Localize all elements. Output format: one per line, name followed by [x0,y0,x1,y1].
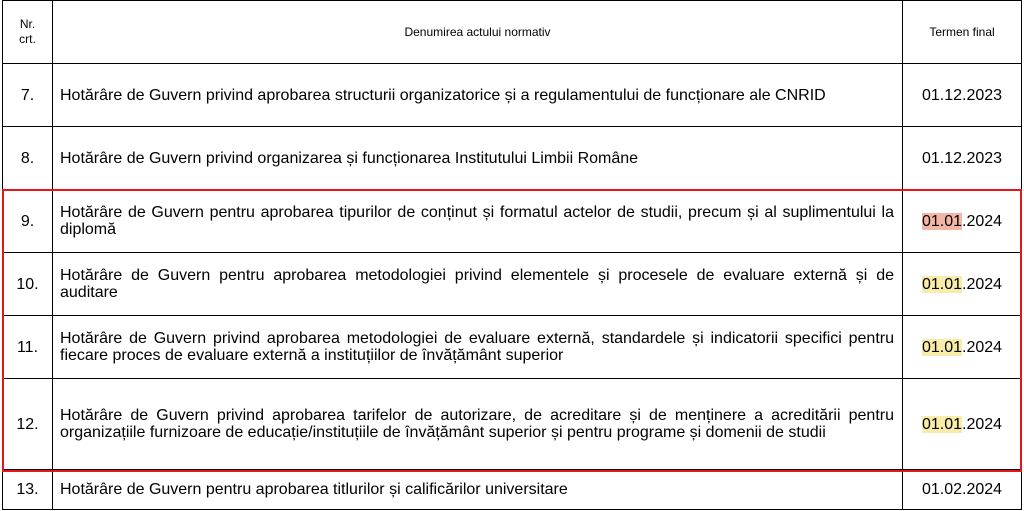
table-row [3,316,1022,379]
deadline-year: .2024 [962,415,1003,433]
table-row [3,127,1022,190]
row-number: 7. [3,64,53,127]
row-number: 13. [3,470,53,510]
deadline [903,190,1022,253]
deadline-day-month: 01.02 [921,481,962,498]
deadline [903,127,1022,190]
row-number: 12. [3,379,53,470]
deadline-day-month: 01.01 [921,415,962,433]
deadline [903,379,1022,470]
deadline-day-month: 01.12 [921,86,962,104]
table-row [3,379,1022,470]
deadline-year: .2023 [962,149,1003,167]
table-row [3,470,1022,510]
header-nr: Nr. crt. [3,1,53,64]
row-number: 9. [3,190,53,253]
deadline [903,316,1022,379]
row-number: 10. [3,253,53,316]
deadline-year: .2023 [962,86,1003,104]
row-number: 11. [3,316,53,379]
table-row [3,253,1022,316]
table-row [3,190,1022,253]
deadline-day-month: 01.12 [921,149,962,167]
act-name: Hotărâre de Guvern privind aprobarea metodologiei de evaluare externă, standardele și indicatorii specifici pentru fiecare proces de evaluare externă a instituțiilor de învățământ superior [53,316,903,379]
deadline-day-month: 01.01 [921,275,962,293]
header-name: Denumirea actului normativ [53,1,903,64]
act-name: Hotărâre de Guvern privind organizarea și funcționarea Institutului Limbii Române [53,127,903,190]
deadline-year: .2024 [962,275,1003,293]
deadline-year: .2024 [962,212,1003,230]
deadline-year: .2024 [962,338,1003,356]
header-row [3,1,1022,64]
normative-acts-table [2,0,1022,510]
act-name: Hotărâre de Guvern pentru aprobarea tipurilor de conținut și formatul actelor de studii, precum și al suplimentului la diplomă [53,190,903,253]
act-name: Hotărâre de Guvern privind aprobarea structurii organizatorice și a regulamentului de funcționare ale CNRID [53,64,903,127]
deadline [903,470,1022,510]
deadline [903,253,1022,316]
act-name: Hotărâre de Guvern pentru aprobarea metodologiei privind elementele și procesele de evaluare externă și de auditare [53,253,903,316]
act-name: Hotărâre de Guvern privind aprobarea tarifelor de autorizare, de acreditare și de menținere a acreditării pentru organizațiile furnizoare de educație/instituțiile de învățământ superior și pentru programe și domenii de studii [53,379,903,470]
deadline [903,64,1022,127]
deadline-day-month: 01.01 [921,338,962,356]
row-number: 8. [3,127,53,190]
table-row [3,64,1022,127]
act-name: Hotărâre de Guvern pentru aprobarea titlurilor și calificărilor universitare [53,470,903,510]
header-term: Termen final [903,1,1022,64]
deadline-day-month: 01.01 [921,212,962,230]
deadline-year: .2024 [962,481,1003,498]
